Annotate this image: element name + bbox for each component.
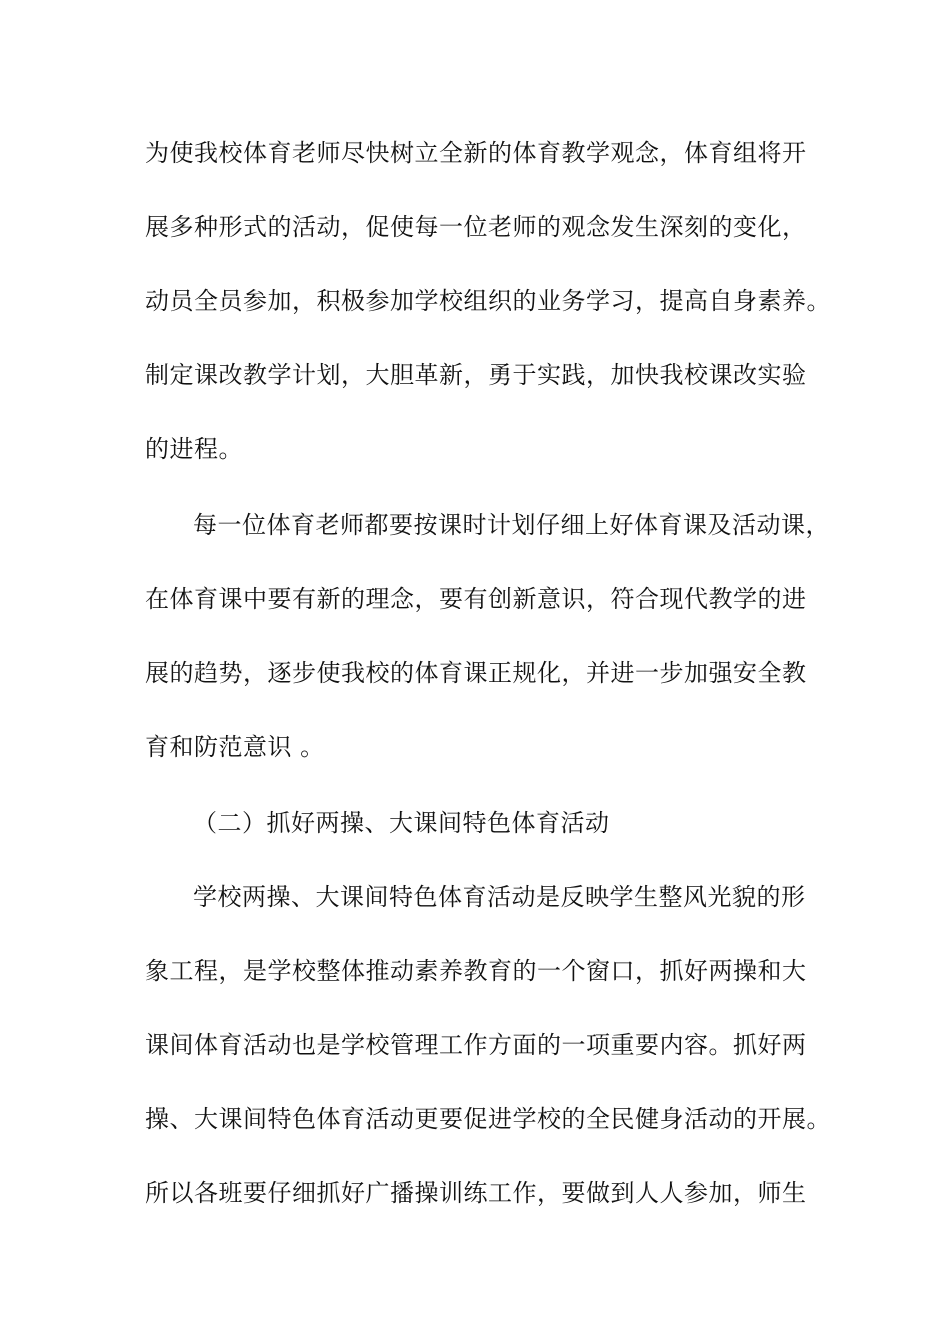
paragraph-line: 课间体育活动也是学校管理工作方面的一项重要内容。抓好两 [145, 1031, 807, 1059]
paragraph-line: 所以各班要仔细抓好广播操训练工作，要做到人人参加，师生 [145, 1179, 807, 1207]
paragraph-line: 动员全员参加，积极参加学校组织的业务学习，提高自身素养。 [145, 287, 831, 315]
paragraph-line: 为使我校体育老师尽快树立全新的体育教学观念，体育组将开 [145, 139, 807, 167]
paragraph-line: 展的趋势，逐步使我校的体育课正规化，并进一步加强安全教 [145, 659, 807, 687]
paragraph-line: 展多种形式的活动，促使每一位老师的观念发生深刻的变化， [145, 213, 807, 241]
paragraph-line: 学校两操、大课间特色体育活动是反映学生整风光貌的形 [193, 883, 806, 911]
paragraph-line: 在体育课中要有新的理念，要有创新意识，符合现代教学的进 [145, 585, 807, 613]
paragraph-line: 每一位体育老师都要按课时计划仔细上好体育课及活动课， [193, 511, 830, 539]
paragraph-line: 制定课改教学计划，大胆革新，勇于实践，加快我校课改实验 [145, 361, 807, 389]
section-heading: （二）抓好两操、大课间特色体育活动 [193, 809, 610, 837]
paragraph-line: 的进程。 [145, 435, 243, 463]
paragraph-line: 育和防范意识 。 [145, 733, 325, 761]
paragraph-line: 操、大课间特色体育活动更要促进学校的全民健身活动的开展。 [145, 1105, 831, 1133]
paragraph-line: 象工程，是学校整体推动素养教育的一个窗口，抓好两操和大 [145, 957, 807, 985]
